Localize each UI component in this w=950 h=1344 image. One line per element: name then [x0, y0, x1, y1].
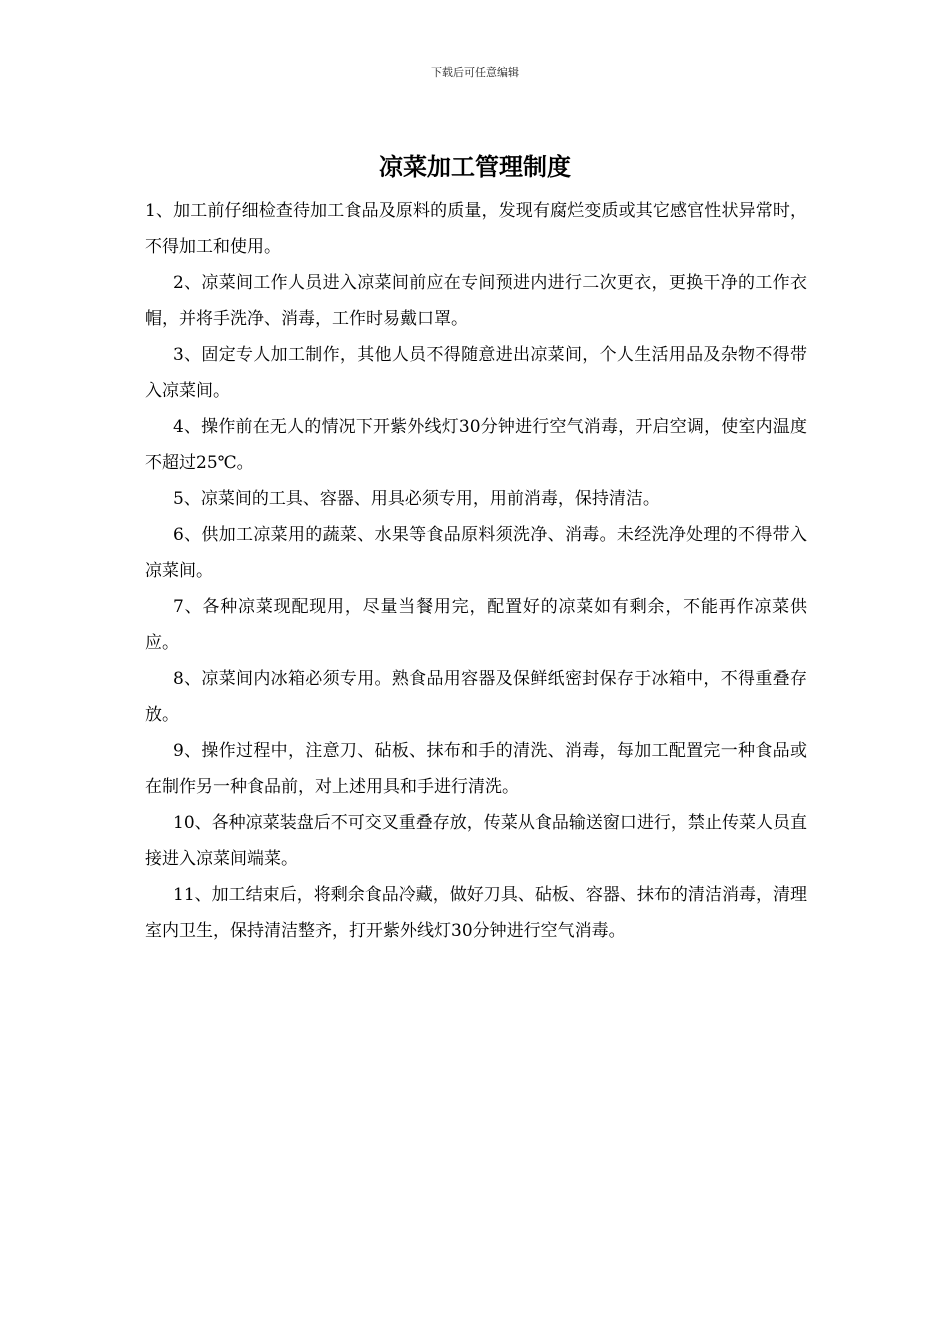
paragraph-8: 8、凉菜间内冰箱必须专用。熟食品用容器及保鲜纸密封保存于冰箱中，不得重叠存放。 [145, 669, 807, 725]
document-title: 凉菜加工管理制度 [379, 152, 571, 181]
paragraph-10: 10、各种凉菜装盘后不可交叉重叠存放，传菜从食品输送窗口进行，禁止传菜人员直接进入凉菜间端菜。 [145, 813, 807, 869]
paragraph-5: 5、凉菜间的工具、容器、用具必须专用，用前消毒，保持清洁。 [173, 489, 660, 509]
paragraph-4: 4、操作前在无人的情况下开紫外线灯30分钟进行空气消毒，开启空调，使室内温度不超过25℃。 [145, 417, 807, 473]
paragraph-2: 2、凉菜间工作人员进入凉菜间前应在专间预进内进行二次更衣，更换干净的工作衣帽，并将手洗净、消毒，工作时易戴口罩。 [145, 273, 807, 329]
paragraph-6: 6、供加工凉菜用的蔬菜、水果等食品原料须洗净、消毒。未经洗净处理的不得带入凉菜间。 [145, 525, 807, 581]
paragraph-7: 7、各种凉菜现配现用，尽量当餐用完，配置好的凉菜如有剩余，不能再作凉菜供应。 [145, 597, 807, 653]
paragraph-3: 3、固定专人加工制作，其他人员不得随意进出凉菜间，个人生活用品及杂物不得带入凉菜间。 [145, 345, 807, 401]
document-body [145, 193, 807, 949]
paragraph-11: 11、加工结束后，将剩余食品冷藏，做好刀具、砧板、容器、抹布的清洁消毒，清理室内卫生，保持清洁整齐，打开紫外线灯30分钟进行空气消毒。 [145, 885, 807, 941]
paragraph-1: 1、加工前仔细检查待加工食品及原料的质量，发现有腐烂变质或其它感官性状异常时，不得加工和使用。 [145, 201, 807, 257]
header-note: 下载后可任意编辑 [431, 66, 519, 79]
paragraph-9: 9、操作过程中，注意刀、砧板、抹布和手的清洗、消毒，每加工配置完一种食品或在制作另一种食品前，对上述用具和手进行清洗。 [145, 741, 807, 797]
